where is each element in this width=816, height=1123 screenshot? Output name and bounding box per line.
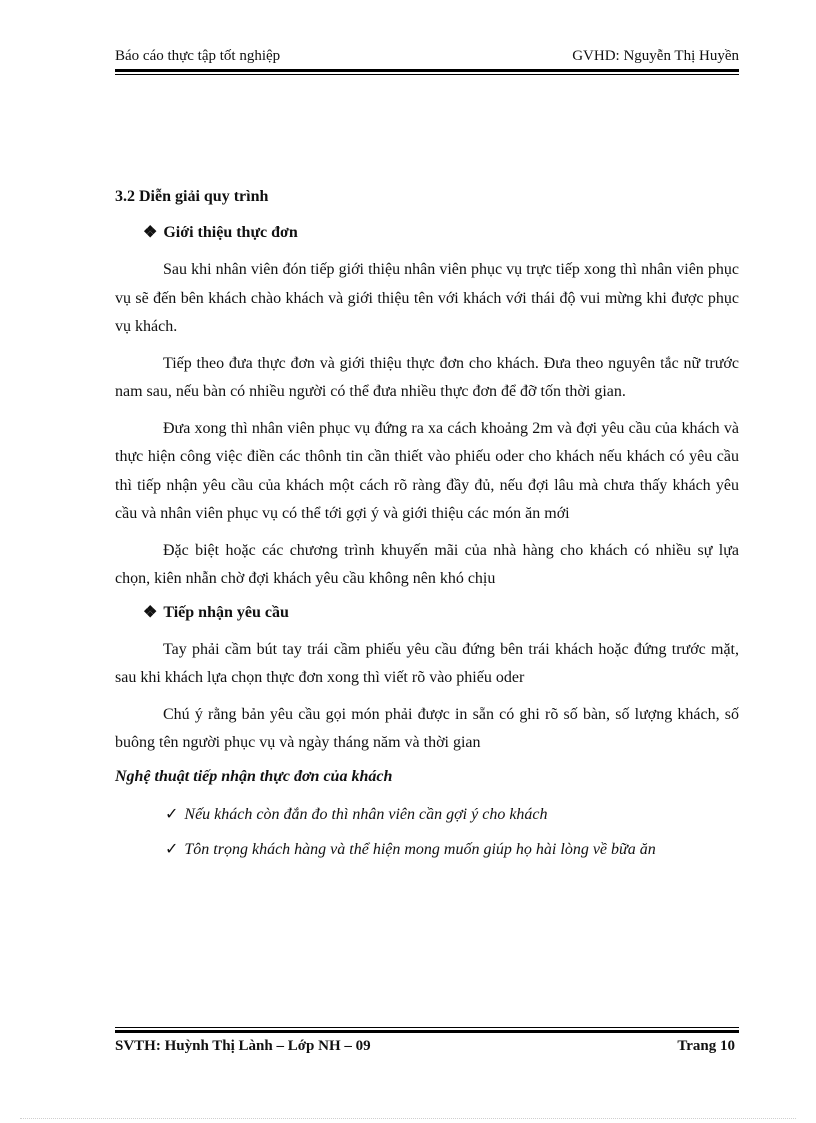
page-body — [115, 186, 739, 870]
page-footer — [115, 1038, 735, 1055]
paragraph: Đặc biệt hoặc các chương trình khuyến mãi của nhà hàng cho khách có nhiều sự lựa chọn, kiên nhẫn chờ đợi khách yêu cầu không nên khó chịu — [115, 541, 739, 587]
check-item-text: Tôn trọng khách hàng và thể hiện mong muốn giúp họ hài lòng về bữa ăn — [184, 840, 656, 858]
checkmark-icon: ✓ — [165, 805, 179, 823]
header-advisor: GVHD: Nguyễn Thị Huyền — [572, 48, 739, 64]
subsection-title: Giới thiệu thực đơn — [163, 224, 298, 241]
footer-student: SVTH: Huỳnh Thị Lành – Lớp NH – 09 — [115, 1038, 371, 1054]
paragraph: Sau khi nhân viên đón tiếp giới thiệu nhân viên phục vụ trực tiếp xong thì nhân viên phục vụ sẽ đến bên khách chào khách và giới thiệu tên với khách với thái độ vui mừng khi được phục vụ khách. — [115, 261, 739, 335]
page-edge-divider — [20, 1118, 796, 1119]
subsection-heading-receive-request — [143, 602, 739, 624]
checkmark-icon: ✓ — [165, 840, 179, 858]
header-report-title: Báo cáo thực tập tốt nghiệp — [115, 48, 281, 64]
check-item-text: Nếu khách còn đắn đo thì nhân viên cần gợi ý cho khách — [184, 805, 548, 823]
subsection-heading-menu-intro — [143, 222, 739, 244]
check-item — [165, 800, 739, 829]
header-rule — [115, 69, 739, 75]
diamond-bullet-icon: ❖ — [143, 224, 158, 241]
section-title: 3.2 Diễn giải quy trình — [115, 188, 269, 205]
paragraph: Tiếp theo đưa thực đơn và giới thiệu thực đơn cho khách. Đưa theo nguyên tắc nữ trước nam sau, nếu bàn có nhiều người có thể đưa nhiều thực đơn để đỡ tốn thời gian. — [115, 354, 739, 400]
footer-rule — [115, 1027, 739, 1033]
paragraph: Đưa xong thì nhân viên phục vụ đứng ra xa cách khoảng 2m và đợi yêu cầu của khách và thực hiện công việc điền các thônh tin cần thiết vào phiếu oder cho khách nếu khách có yêu cầu thì tiếp nhận yêu cầu của khách một cách rõ ràng đầy đủ, nếu đợi lâu mà chưa thấy khách yêu cầu và nhân viên phục vụ có thể tới gợi ý và giới thiệu các món ăn mới — [115, 419, 739, 522]
subsection-title: Tiếp nhận yêu cầu — [163, 603, 289, 621]
check-item — [165, 835, 739, 864]
art-of-receiving-heading: Nghệ thuật tiếp nhận thực đơn của khách — [115, 767, 393, 785]
diamond-bullet-icon: ❖ — [143, 603, 158, 621]
paragraph: Chú ý rằng bản yêu cầu gọi món phải được in sẵn có ghi rõ số bàn, số lượng khách, số buông tên người phục vụ và ngày tháng năm và thời gian — [115, 705, 739, 751]
paragraph: Tay phải cầm bút tay trái cầm phiếu yêu cầu đứng bên trái khách hoặc đứng trước mặt, sau khi khách lựa chọn thực đơn xong thì viết rõ vào phiếu oder — [115, 640, 739, 686]
page-header — [115, 48, 739, 65]
footer-page-number: Trang 10 — [677, 1038, 735, 1054]
